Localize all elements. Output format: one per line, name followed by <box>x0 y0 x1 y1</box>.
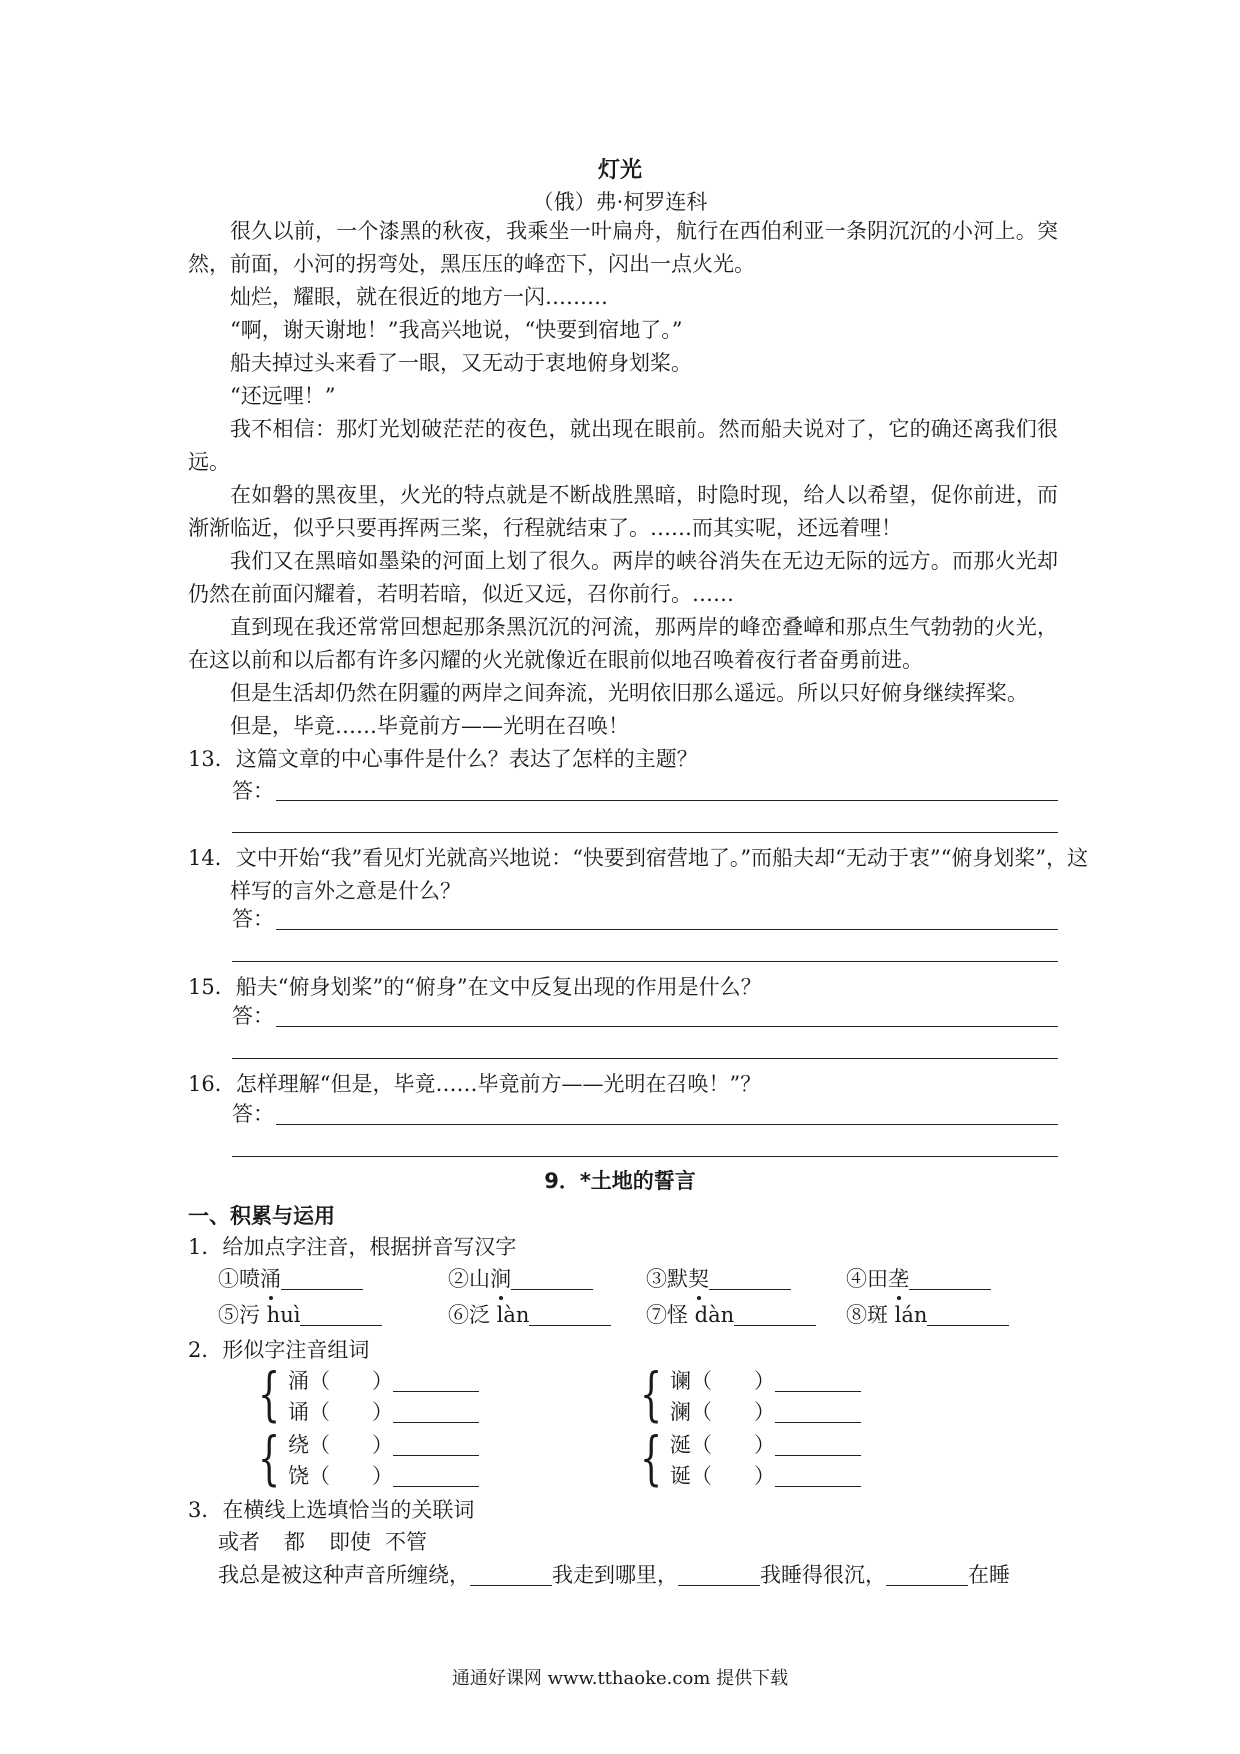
q1-blank-1[interactable] <box>281 1267 363 1290</box>
brace-icon: { <box>258 1360 281 1428</box>
q3-option: 都 <box>284 1530 305 1554</box>
answer-line-14a[interactable] <box>276 929 1058 930</box>
question-15: 15．船夫“俯身划桨”的“俯身”在文中反复出现的作用是什么？ <box>188 975 762 999</box>
q2-blank[interactable] <box>775 1369 861 1392</box>
q2-blank[interactable] <box>393 1400 479 1423</box>
passage-paragraph-7: 在如磐的黑夜里，火光的特点就是不断战胜黑暗，时隐时现，给人以希望，促你前进，而渐渐临近，似乎只要再挥两三桨，行程就结束了。……而其实呢，还远着哩！ <box>188 483 1058 540</box>
passage-paragraph-11: 但是，毕竟……毕竟前方——光明在召唤！ <box>230 714 629 738</box>
q2-group1-item2: 诵（ ） <box>288 1397 479 1427</box>
q2-blank[interactable] <box>393 1433 479 1456</box>
q2-group3-item2: 饶（ ） <box>288 1461 479 1491</box>
q1-blank-2[interactable] <box>511 1267 593 1290</box>
q3-option: 不管 <box>385 1530 427 1554</box>
q2-blank[interactable] <box>393 1464 479 1487</box>
answer-line-13b[interactable] <box>232 832 1058 833</box>
q3-blank-3[interactable] <box>886 1563 968 1586</box>
q1-blank-7[interactable] <box>734 1303 816 1326</box>
q2-group1-item1: 涌（ ） <box>288 1366 479 1396</box>
q2-prompt: 2．形似字注音组词 <box>188 1338 370 1362</box>
q2-group2-item2: 澜（ ） <box>670 1397 861 1427</box>
q1-item-1: ①喷涌 <box>218 1264 363 1294</box>
question-13: 13．这篇文章的中心事件是什么？表达了怎样的主题？ <box>188 747 698 771</box>
passage-paragraph-1: 很久以前，一个漆黑的秋夜，我乘坐一叶扁舟，航行在西伯利亚一条阴沉沉的小河上。突然，前面，小河的拐弯处，黑压压的峰峦下，闪出一点火光。 <box>188 219 1058 276</box>
q1-item-6: ⑥泛 làn <box>448 1300 611 1330</box>
q3-blank-2[interactable] <box>678 1563 760 1586</box>
q3-option: 或者 <box>218 1530 260 1554</box>
q1-blank-8[interactable] <box>927 1303 1009 1326</box>
passage-paragraph-6: 我不相信：那灯光划破茫茫的夜色，就出现在眼前。然而船夫说对了，它的确还离我们很远。 <box>188 417 1058 474</box>
passage-paragraph-2: 灿烂，耀眼，就在很近的地方一闪……… <box>230 285 608 309</box>
section-heading: 一、积累与运用 <box>188 1204 335 1228</box>
q2-blank[interactable] <box>393 1369 479 1392</box>
passage-paragraph-3: “啊，谢天谢地！”我高兴地说，“快要到宿地了。” <box>230 318 683 342</box>
question-14: 14．文中开始“我”看见灯光就高兴地说：“快要到宿营地了。”而船夫却“无动于衷”“俯身划桨”，这样写的言外之意是什么？ <box>188 846 1089 903</box>
lesson-title: 9．*土地的誓言 <box>544 1169 696 1193</box>
q1-blank-6[interactable] <box>529 1303 611 1326</box>
q2-blank[interactable] <box>775 1400 861 1423</box>
q3-sentence: 我总是被这种声音所缠绕， 我走到哪里， 我睡得很沉， 在睡 <box>218 1563 1010 1587</box>
passage-paragraph-8: 我们又在黑暗如墨染的河面上划了很久。两岸的峡谷消失在无边无际的远方。而那火光却仍然在前面闪耀着，若明若暗，似近又远，召你前行。…… <box>188 549 1058 606</box>
q1-item-3: ③默契 <box>646 1264 791 1294</box>
q2-group3-item1: 绕（ ） <box>288 1430 479 1460</box>
q1-prompt: 1．给加点字注音，根据拼音写汉字 <box>188 1235 517 1259</box>
q2-group4-item1: 涎（ ） <box>670 1430 861 1460</box>
answer-label-13: 答： <box>232 779 274 803</box>
answer-line-16a[interactable] <box>276 1124 1058 1125</box>
brace-icon: { <box>640 1424 663 1492</box>
answer-label-16: 答： <box>232 1102 274 1126</box>
answer-label-15: 答： <box>232 1004 274 1028</box>
q3-prompt: 3．在横线上选填恰当的关联词 <box>188 1498 475 1522</box>
answer-line-13a[interactable] <box>276 800 1058 801</box>
answer-line-15a[interactable] <box>276 1026 1058 1027</box>
brace-icon: { <box>258 1424 281 1492</box>
q3-option: 即使 <box>329 1530 371 1554</box>
footer-credit: 通通好课网 www.tthaoke.com 提供下载 <box>451 1668 789 1689</box>
q3-blank-1[interactable] <box>470 1563 552 1586</box>
q1-item-5: ⑤污 huì <box>218 1300 382 1330</box>
passage-paragraph-10: 但是生活却仍然在阴霾的两岸之间奔流，光明依旧那么遥远。所以只好俯身继续挥桨。 <box>230 681 1028 705</box>
answer-line-16b[interactable] <box>232 1156 1058 1157</box>
reading-author: （俄）弗·柯罗连科 <box>532 190 708 214</box>
passage-paragraph-9: 直到现在我还常常回想起那条黑沉沉的河流，那两岸的峰峦叠嶂和那点生气勃勃的火光，在这以前和以后都有许多闪耀的火光就像近在眼前似地召唤着夜行者奋勇前进。 <box>188 615 1058 672</box>
q1-item-2: ②山涧 <box>448 1264 593 1294</box>
answer-line-14b[interactable] <box>232 961 1058 962</box>
q2-group4-item2: 诞（ ） <box>670 1461 861 1491</box>
q2-blank[interactable] <box>775 1433 861 1456</box>
passage-paragraph-5: “还远哩！” <box>230 384 336 408</box>
q1-blank-5[interactable] <box>300 1303 382 1326</box>
q1-item-7: ⑦怪 dàn <box>646 1300 816 1330</box>
answer-label-14: 答： <box>232 907 274 931</box>
passage-paragraph-4: 船夫掉过头来看了一眼，又无动于衷地俯身划桨。 <box>230 351 692 375</box>
q3-options <box>218 1527 427 1557</box>
q2-group2-item1: 谰（ ） <box>670 1366 861 1396</box>
answer-line-15b[interactable] <box>232 1058 1058 1059</box>
question-16: 16．怎样理解“但是，毕竟……毕竟前方——光明在召唤！”？ <box>188 1072 762 1096</box>
q2-blank[interactable] <box>775 1464 861 1487</box>
q1-item-8: ⑧斑 lán <box>846 1300 1009 1330</box>
q1-blank-4[interactable] <box>909 1267 991 1290</box>
reading-title: 灯光 <box>597 158 642 183</box>
q1-blank-3[interactable] <box>709 1267 791 1290</box>
q1-item-4: ④田垄 <box>846 1264 991 1294</box>
brace-icon: { <box>640 1360 663 1428</box>
